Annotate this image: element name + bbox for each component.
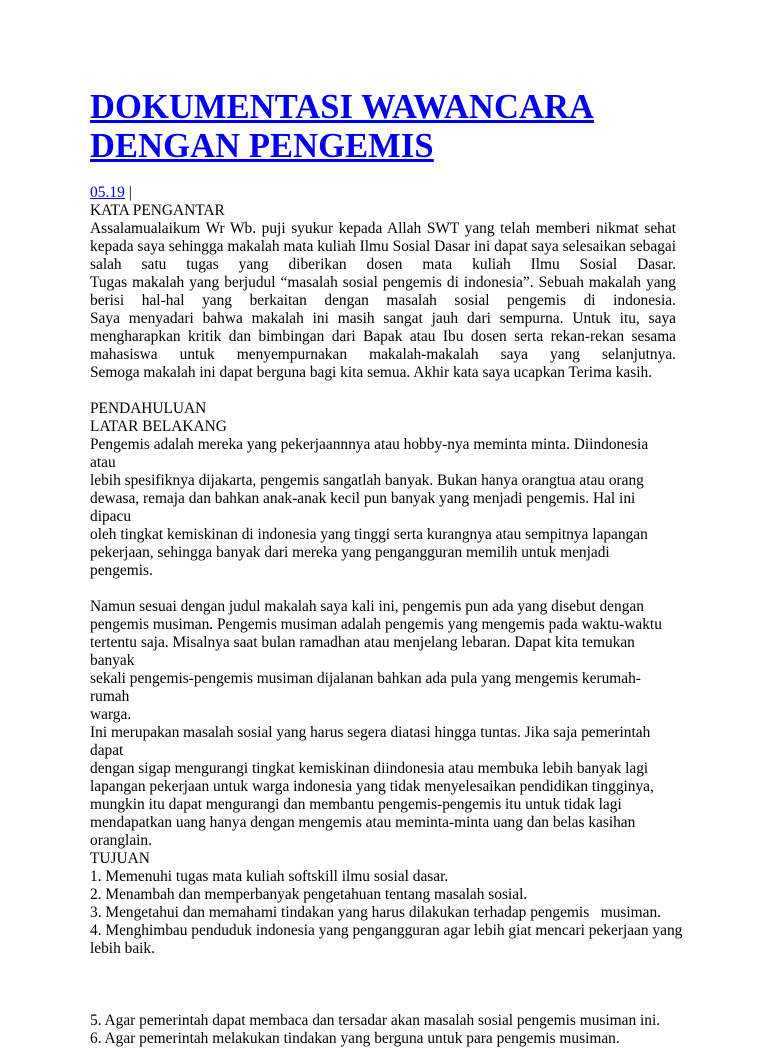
- intro-line: Ini merupakan masalah sosial yang harus segera diatasi hingga tuntas. Jika saja pemerintah dapat: [90, 724, 651, 759]
- intro-line: warga.: [90, 706, 132, 723]
- time-link[interactable]: 05.19: [90, 184, 125, 201]
- goal-item: 2. Menambah dan memperbanyak pengetahuan tentang masalah sosial.: [90, 886, 528, 903]
- title-link[interactable]: DOKUMENTASI WAWANCARA DENGAN PENGEMIS: [90, 88, 595, 165]
- meta-separator: |: [124, 184, 132, 201]
- spacer: [90, 580, 676, 598]
- preface-line: salah satu tugas yang diberikan dosen mata kuliah Ilmu Sosial Dasar.: [90, 256, 676, 273]
- background-subheading: LATAR BELAKANG: [90, 418, 227, 435]
- preface-line: Assalamualaikum Wr Wb. puji syukur kepada Allah SWT yang telah memberi nikmat sehat: [90, 220, 676, 237]
- preface-line: kepada saya sehingga makalah mata kuliah Ilmu Sosial Dasar ini dapat saya selesaikan sebagai: [90, 238, 676, 255]
- intro-line: oleh tingkat kemiskinan di indonesia yang tinggi serta kurangnya atau sempitnya lapangan: [90, 526, 648, 543]
- goal-item: lebih baik.: [90, 940, 155, 957]
- intro-line: lebih spesifiknya dijakarta, pengemis sangatlah banyak. Bukan hanya orangtua atau orang: [90, 472, 644, 489]
- spacer: [90, 382, 676, 400]
- preface-line: mengharapkan kritik dan bimbingan dari Bapak atau Ibu dosen serta rekan-rekan sesama: [90, 328, 676, 345]
- intro-line: lapangan pekerjaan untuk warga indonesia yang tidak menyelesaikan pendidikan tingginya,: [90, 778, 654, 795]
- goal-item: 6. Agar pemerintah melakukan tindakan yang berguna untuk para pengemis musiman.: [90, 1030, 620, 1047]
- intro-line: dengan sigap mengurangi tingkat kemiskinan diindonesia atau membuka lebih banyak lagi: [90, 760, 649, 777]
- intro-line: mungkin itu dapat mengurangi dan membantu pengemis-pengemis itu untuk tidak lagi: [90, 796, 622, 813]
- intro-line: pengemis musiman. Pengemis musiman adalah pengemis yang mengemis pada waktu-waktu: [90, 616, 662, 633]
- preface-line: Semoga makalah ini dapat berguna bagi kita semua. Akhir kata saya ucapkan Terima kasih.: [90, 364, 653, 381]
- intro-line: sekali pengemis-pengemis musiman dijalanan bahkan ada pula yang mengemis kerumah-rumah: [90, 670, 641, 705]
- intro-line: Namun sesuai dengan judul makalah saya kali ini, pengemis pun ada yang disebut dengan: [90, 598, 644, 615]
- spacer: [90, 958, 676, 994]
- preface-heading: KATA PENGANTAR: [90, 202, 225, 219]
- goal-item: 4. Menghimbau penduduk indonesia yang pengangguran agar lebih giat mencari pekerjaan yang: [90, 922, 683, 939]
- spacer: [90, 994, 676, 1012]
- post-meta: [90, 184, 676, 202]
- goal-item: 1. Memenuhi tugas mata kuliah softskill ilmu sosial dasar.: [90, 868, 449, 885]
- document-body: [90, 202, 683, 1048]
- intro-line: dewasa, remaja dan bahkan anak-anak kecil pun banyak yang menjadi pengemis. Hal ini dipacu: [90, 490, 636, 525]
- preface-line: Saya menyadari bahwa makalah ini masih sangat jauh dari sempurna. Untuk itu, saya: [90, 310, 676, 327]
- intro-line: Pengemis adalah mereka yang pekerjaannnya atau hobby-nya meminta minta. Diindonesia atau: [90, 436, 649, 471]
- goal-item: 5. Agar pemerintah dapat membaca dan tersadar akan masalah sosial pengemis musiman ini.: [90, 1012, 661, 1029]
- document-title[interactable]: [90, 88, 676, 166]
- intro-line: tertentu saja. Misalnya saat bulan ramadhan atau menjelang lebaran. Dapat kita temukan banyak: [90, 634, 635, 669]
- preface-line: berisi hal-hal yang berkaitan dengan masalah sosial pengemis di indonesia.: [90, 292, 676, 309]
- introduction-heading: PENDAHULUAN: [90, 400, 207, 417]
- intro-line: oranglain.: [90, 832, 152, 849]
- preface-line: Tugas makalah yang berjudul “masalah sosial pengemis di indonesia”. Sebuah makalah yang: [90, 274, 676, 291]
- goals-heading: TUJUAN: [90, 850, 150, 867]
- goal-item: 3. Mengetahui dan memahami tindakan yang harus dilakukan terhadap pengemis musiman.: [90, 904, 662, 921]
- intro-line: pekerjaan, sehingga banyak dari mereka yang pengangguran memilih untuk menjadi pengemis.: [90, 544, 610, 579]
- preface-line: mahasiswa untuk menyempurnakan makalah-makalah saya yang selanjutnya.: [90, 346, 676, 363]
- intro-line: mendapatkan uang hanya dengan mengemis atau meminta-minta uang dan belas kasihan: [90, 814, 636, 831]
